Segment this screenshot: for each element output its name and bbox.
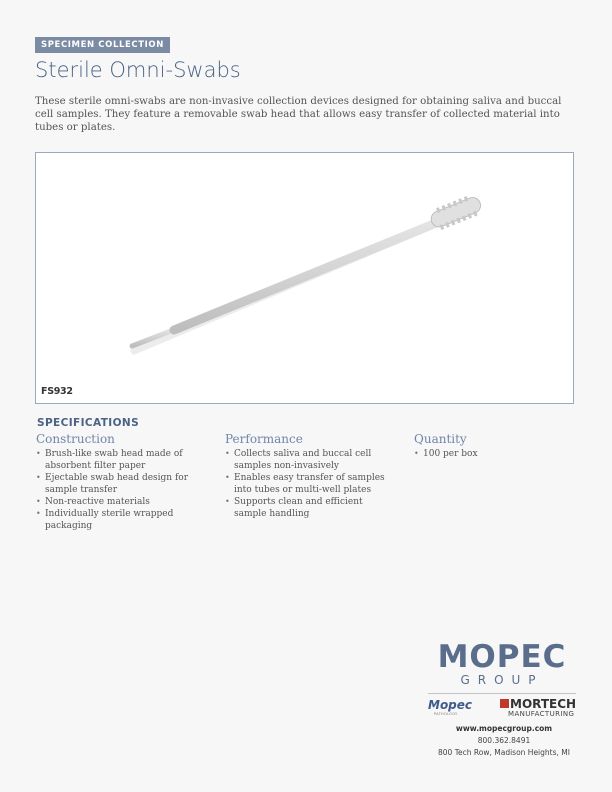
product-sku: FS932 [41, 386, 73, 397]
quantity-title: Quantity [414, 432, 467, 446]
list-item: • Individually sterile wrapped packaging [36, 508, 196, 532]
performance-column [225, 432, 385, 520]
mortech-tagline: MANUFACTURING [508, 710, 575, 718]
list-item: • Supports clean and efficient sample handling [225, 496, 385, 520]
address: 800 Tech Row, Madison Heights, MI [438, 748, 570, 757]
mortech-square-icon [500, 699, 509, 708]
mopec-tagline: PATHOLOGY [434, 712, 458, 716]
brand-name: MOPEC [437, 639, 567, 675]
list-item: • Collects saliva and buccal cell samples non-invasively [225, 448, 385, 472]
category-tag: SPECIMEN COLLECTION [35, 37, 170, 53]
page-title: Sterile Omni-Swabs [35, 58, 241, 82]
quantity-column [414, 432, 534, 460]
swab-illustration [36, 153, 573, 403]
construction-list [36, 448, 196, 532]
performance-title: Performance [225, 432, 303, 446]
list-item: • Enables easy transfer of samples into tubes or multi-well plates [225, 472, 385, 496]
list-item: • Non-reactive materials [36, 496, 196, 508]
mortech-logo [500, 697, 576, 711]
quantity-list [414, 448, 534, 460]
specifications-heading: SPECIFICATIONS [37, 417, 140, 429]
mortech-name: MORTECH [510, 697, 577, 711]
list-item: • 100 per box [414, 448, 534, 460]
brand-group-label: GROUP [460, 673, 544, 687]
performance-list [225, 448, 385, 520]
mopec-group-logo [422, 640, 582, 694]
intro-paragraph: These sterile omni-swabs are non-invasive collection devices designed for obtaining saliva and buccal cell samples. They feature a removable swab head that allows easy transfer of collected material into tubes or plates. [35, 96, 562, 133]
product-photo [35, 152, 574, 404]
list-item: • Brush-like swab head made of absorbent filter paper [36, 448, 196, 472]
phone-number: 800.362.8491 [477, 736, 531, 745]
list-item: • Ejectable swab head design for sample transfer [36, 472, 196, 496]
sub-brand-logos [428, 694, 582, 720]
construction-column [36, 432, 196, 532]
construction-title: Construction [36, 432, 115, 446]
mopec-logo: Mopec [428, 698, 473, 712]
website-link[interactable]: www.mopecgroup.com [455, 724, 553, 733]
contact-info [422, 723, 586, 759]
